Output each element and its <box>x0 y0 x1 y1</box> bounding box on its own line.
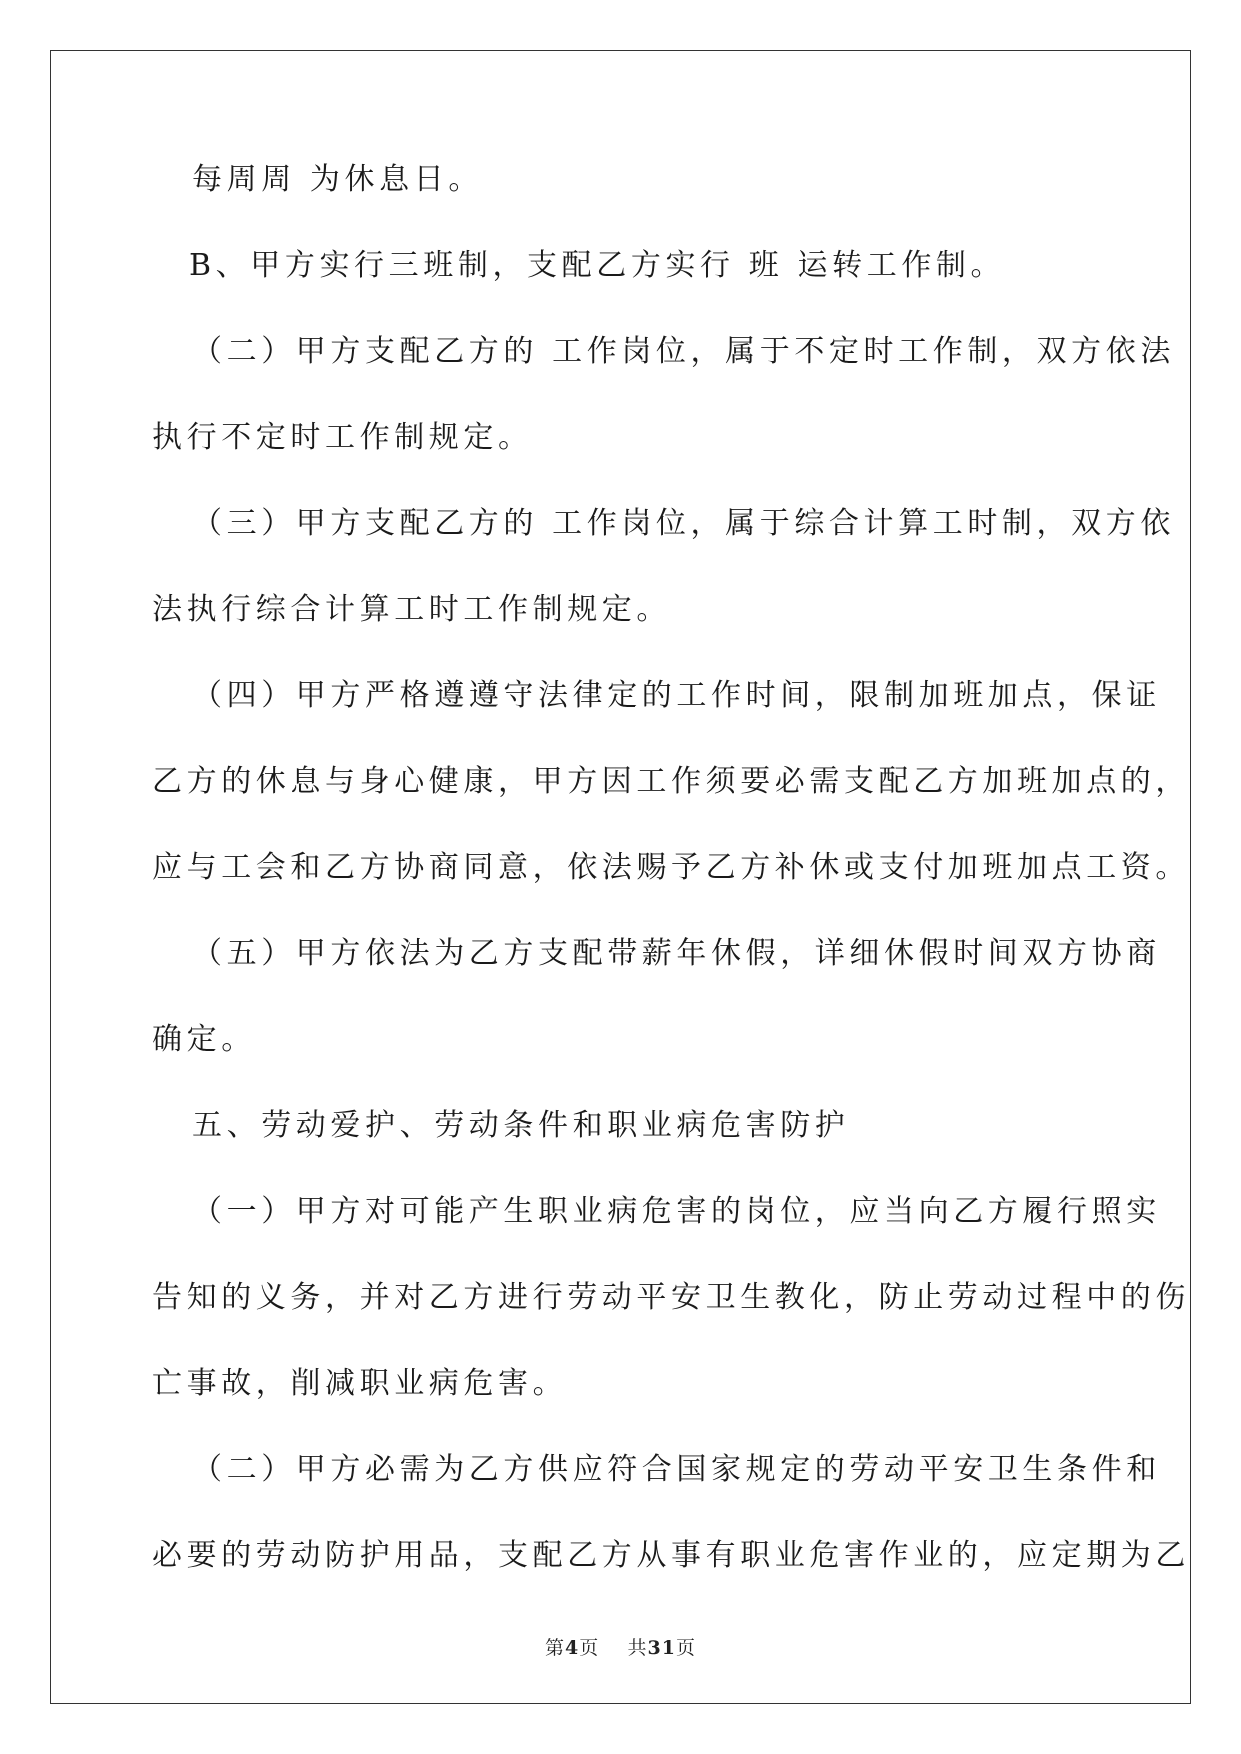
text-line: 必要的劳动防护用品，支配乙方从事有职业危害作业的，应定期为乙 <box>152 1538 1190 1573</box>
text-line: （二）甲方必需为乙方供应符合国家规定的劳动平安卫生条件和 <box>192 1452 1161 1487</box>
footer-page-suffix: 页 <box>579 1637 600 1659</box>
text-line: （一）甲方对可能产生职业病危害的岗位，应当向乙方履行照实 <box>192 1194 1161 1229</box>
page-number: 4 <box>565 1637 580 1659</box>
text-line: 亡事故，削减职业病危害。 <box>152 1366 568 1401</box>
text-line: 乙方的休息与身心健康，甲方因工作须要必需支配乙方加班加点的， <box>152 764 1190 799</box>
text-line: （四）甲方严格遵遵守法律定的工作时间，限制加班加点，保证 <box>192 678 1161 713</box>
section-heading: 五、劳动爱护、劳动条件和职业病危害防护 <box>192 1108 850 1143</box>
text-line: 确定。 <box>152 1022 256 1057</box>
text-line: 法执行综合计算工时工作制规定。 <box>152 592 671 627</box>
text-line: 告知的义务，并对乙方进行劳动平安卫生教化，防止劳动过程中的伤 <box>152 1280 1190 1315</box>
text-line: （二）甲方支配乙方的 工作岗位，属于不定时工作制，双方依法 <box>192 334 1175 369</box>
total-pages: 31 <box>647 1637 676 1659</box>
text-line: 每周周 为休息日。 <box>192 162 483 197</box>
text-line: （三）甲方支配乙方的 工作岗位，属于综合计算工时制，双方依 <box>192 506 1175 541</box>
text-line: 执行不定时工作制规定。 <box>152 420 533 455</box>
footer-total-prefix: 共 <box>627 1637 648 1659</box>
page-footer <box>0 1633 1241 1660</box>
footer-total-suffix: 页 <box>675 1637 696 1659</box>
footer-prefix: 第 <box>545 1637 566 1659</box>
text-line: 应与工会和乙方协商同意，依法赐予乙方补休或支付加班加点工资。 <box>152 850 1190 885</box>
text-line: B、甲方实行三班制，支配乙方实行 班 运转工作制。 <box>189 248 1006 283</box>
text-line: （五）甲方依法为乙方支配带薪年休假，详细休假时间双方协商 <box>192 936 1161 971</box>
